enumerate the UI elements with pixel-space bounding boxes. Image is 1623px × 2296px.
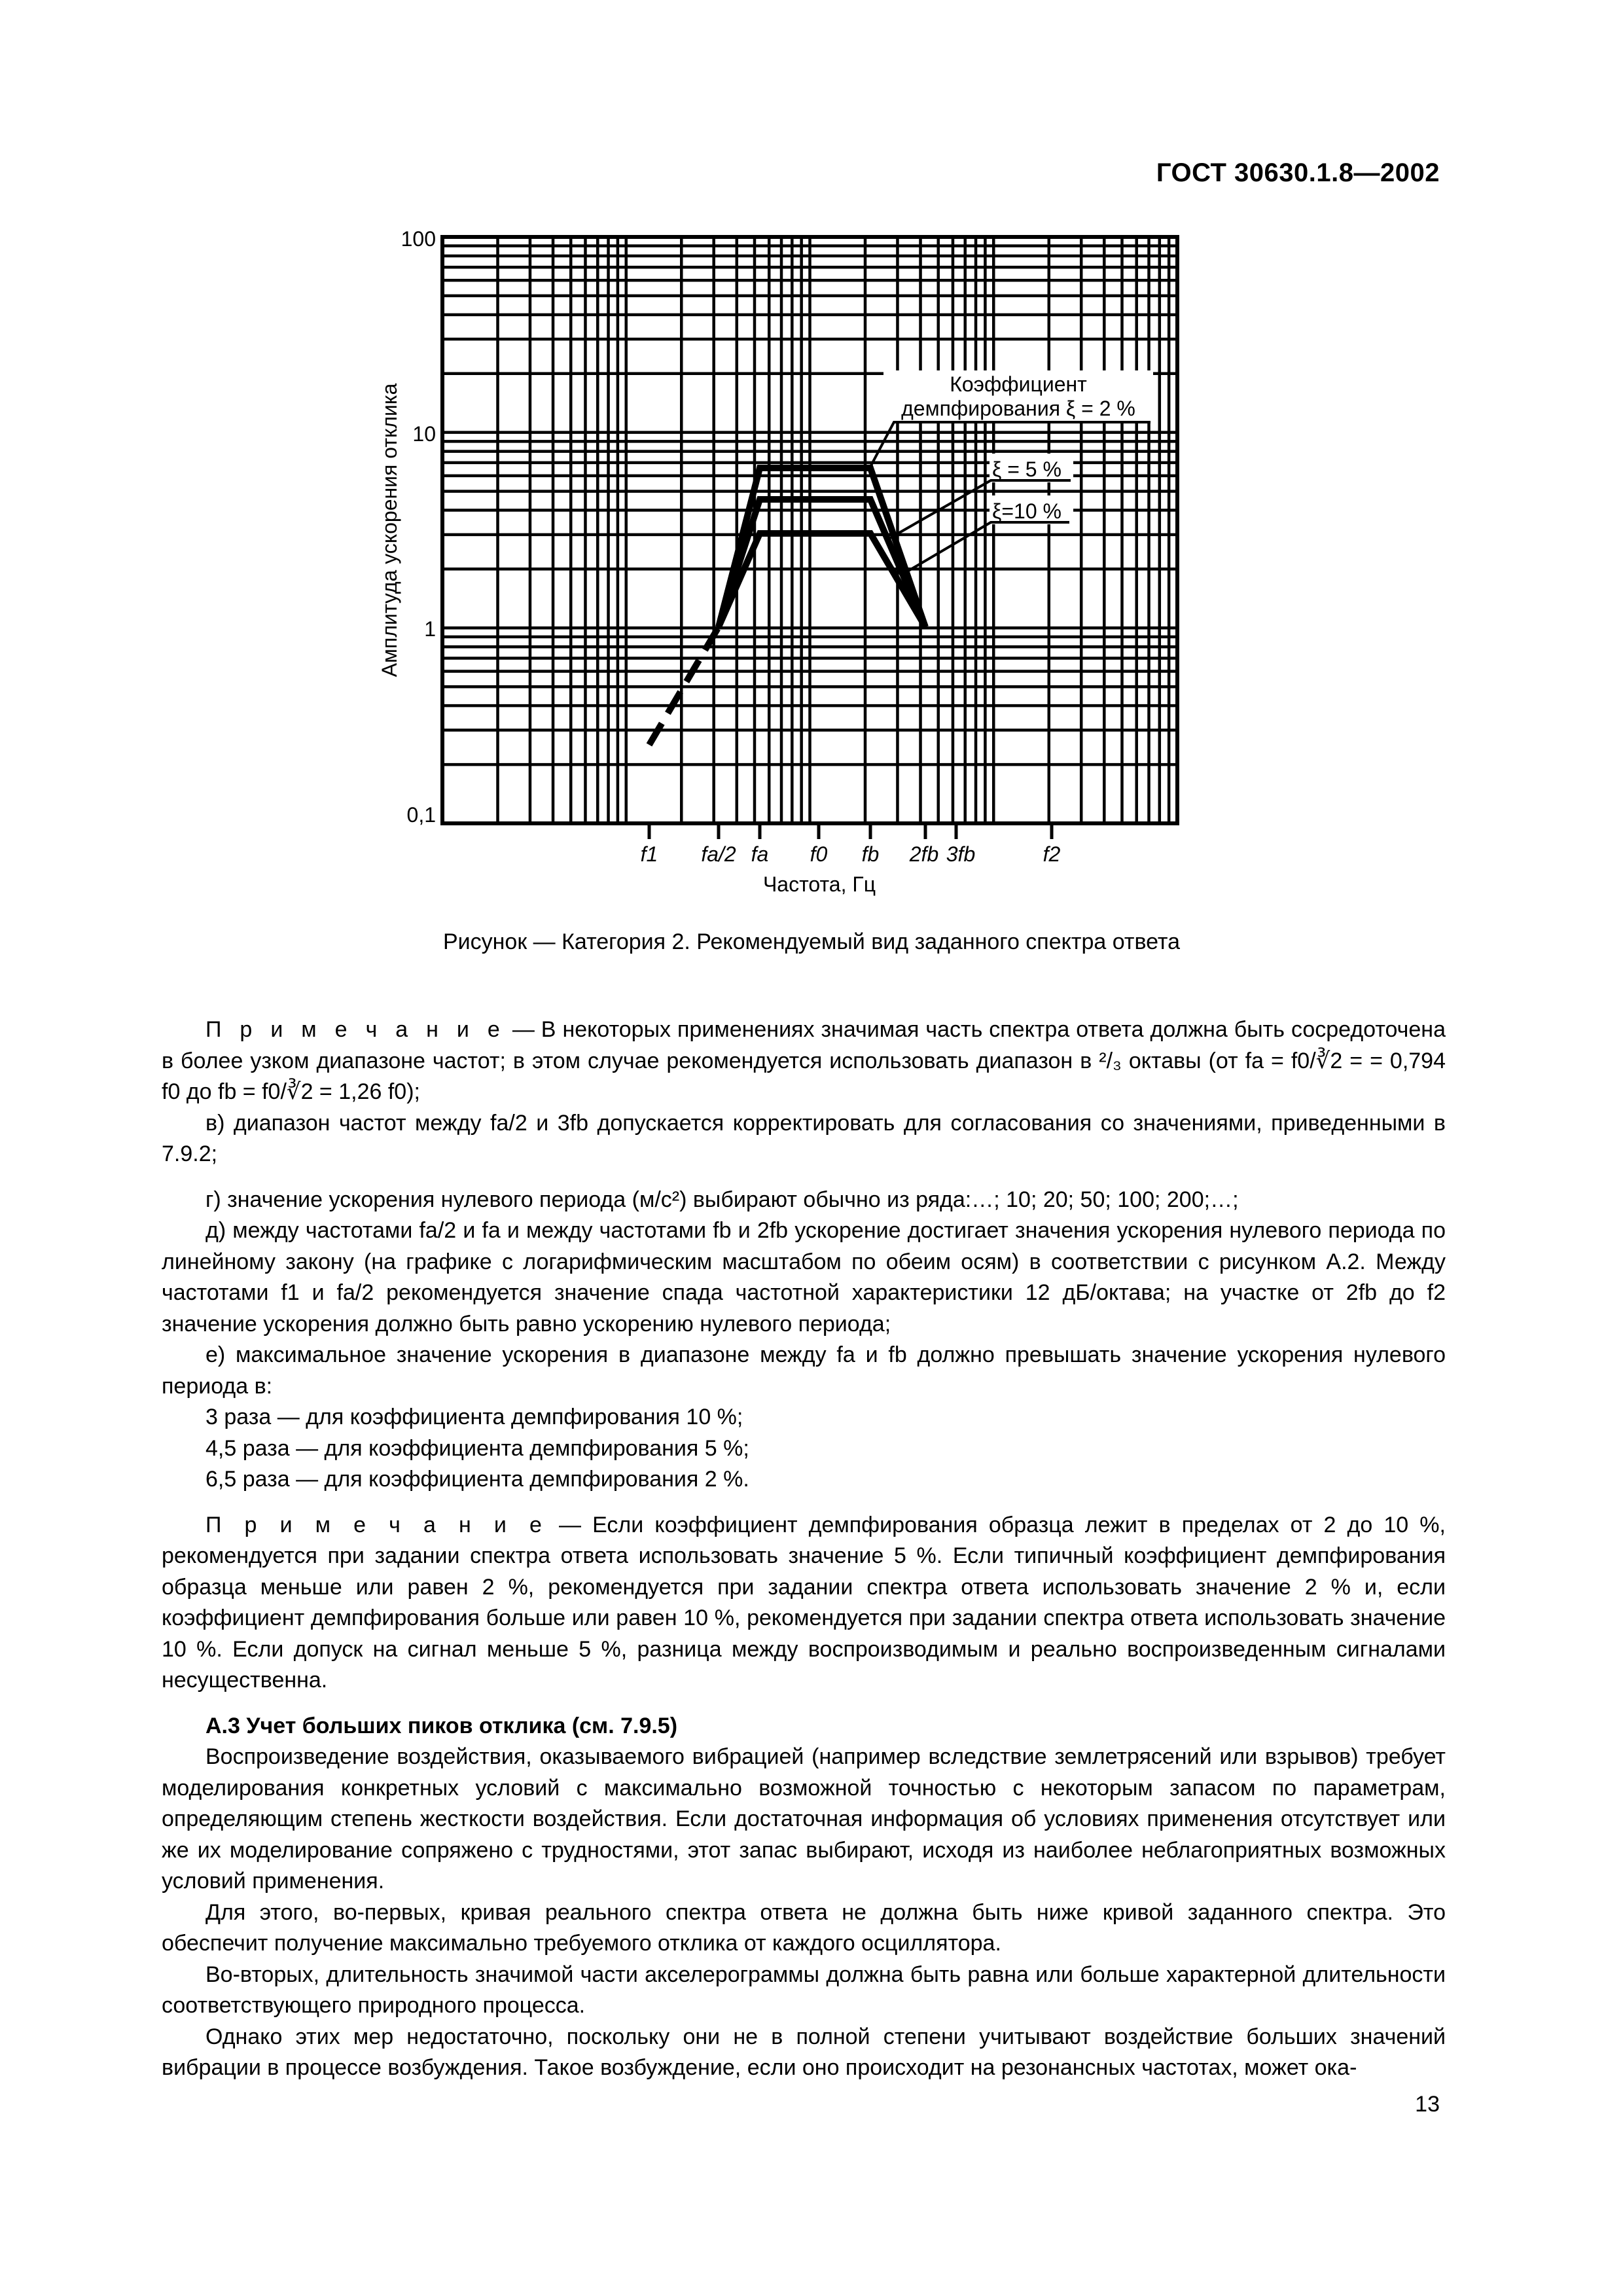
y-tick-100: 100 [401,227,436,251]
legend-xi-10: ξ=10 % [992,499,1061,523]
body-text [162,1014,1446,2084]
y-tick-1: 1 [424,617,436,641]
response-spectrum-chart [0,0,1623,916]
page-number: 13 [1415,2092,1440,2117]
item-g: г) значение ускорения нулевого периода (м/с²) выбирают обычно из ряда:…; 10; 20; 50; 100; 200;…; [205,1187,1239,1212]
paragraph: Воспроизведение воздействия, оказываемого вибрацией (например вследствие землетрясений или взрывов) требует моделирования конкретных условий с максимально возможной точностью с некоторым запасом по параметрам, определяющим степень жесткости воздействия. Если достаточная информация об условиях применения отсутствует или же их моделирование сопряжено с трудностями, этот запас выбирают, исходя из наиболее неблагоприятных возможных условий применения. [162,1744,1446,1893]
x-tick-fa-half: fa/2 [701,842,736,866]
paragraph: Во-вторых, длительность значимой части акселерограммы должна быть равна или больше характерной длительности соответствующего природного процесса. [162,1962,1446,2018]
x-tick-f2: f2 [1043,842,1061,866]
list-item: 6,5 раза — для коэффициента демпфирования 2 %. [205,1467,749,1492]
x-tick-f0: f0 [810,842,828,866]
legend-xi-5: ξ = 5 % [992,457,1061,481]
x-axis-title: Частота, Гц [762,872,876,896]
section-title: А.3 Учет больших пиков отклика (см. 7.9.5) [205,1713,678,1738]
list-item: 3 раза — для коэффициента демпфирования 10 %; [205,1405,743,1429]
x-tick-f1: f1 [640,842,658,866]
item-e: е) максимальное значение ускорения в диапазоне между fa и fb должно превышать значение ускорения нулевого периода в: [162,1342,1446,1399]
x-tick-3fb: 3fb [946,842,976,866]
note-1: П р и м е ч а н и е — В некоторых применениях значимая часть спектра ответа должна быть сосредоточена в более узком диапазоне частот; в этом случае рекомендуется использовать диапазон в ²/₃ октавы (от fa = f0/∛2 = = 0,794 f0 до fb = f0/∛2 = 1,26 f0); [162,1017,1446,1104]
legend-title: Коэффициент [950,372,1087,396]
x-tick-fa: fa [751,842,769,866]
y-tick-10: 10 [412,422,436,446]
item-v: в) диапазон частот между fa/2 и 3fb допускается корректировать для согласования со значениями, приведенными в 7.9.2; [162,1110,1446,1166]
paragraph: Для этого, во-первых, кривая реального спектра ответа не должна быть ниже кривой заданного спектра. Это обеспечит получение максимально требуемого отклика от каждого осциллятора. [162,1899,1446,1956]
x-tick-2fb: 2fb [909,842,939,866]
paragraph: Однако этих мер недостаточно, поскольку они не в полной степени учитывают воздействие больших значений вибрации в процессе возбуждения. Такое возбуждение, если оно происходит на резонансных частотах, может ока- [162,2024,1446,2080]
figure-caption: Рисунок — Категория 2. Рекомендуемый вид заданного спектра ответа [442,929,1181,954]
x-tick-labels [641,842,1061,866]
x-tick-fb: fb [861,842,880,866]
note-2: П р и м е ч а н и е — Если коэффициент демпфирования образца лежит в пределах от 2 до 10 %, рекомендуется при задании спектра ответа использовать значение 5 %. Если типичный коэффициент демпфирования образца меньше или равен 2 %, рекомендуется при задании спектра ответа использовать значение 2 % и, если коэффициент демпфирования больше или равен 10 %, рекомендуется при задании спектра ответа использовать значение 10 %. Если допуск на сигнал меньше 5 %, разница между воспроизводимым и реально воспроизведенным сигналами несущественна. [162,1512,1446,1693]
document-header: ГОСТ 30630.1.8—2002 [1156,158,1440,187]
legend-xi-2: демпфирования ξ = 2 % [901,397,1135,420]
y-tick-0-1: 0,1 [406,803,436,827]
item-d: д) между частотами fa/2 и fa и между частотами fb и 2fb ускорение достигает значения ускорения нулевого периода по линейному закону (на графике с логарифмическим масштабом по обеим осям) в соответствии с рисунком А.2. Между частотами f1 и fa/2 рекомендуется значение спада частотной характеристики 12 дБ/октава; на участке от 2fb до f2 значение ускорения должно быть равно ускорению нулевого периода; [162,1218,1446,1336]
y-axis-title: Амплитуда ускорения отклика [378,383,401,677]
list-item: 4,5 раза — для коэффициента демпфирования 5 %; [205,1435,749,1461]
